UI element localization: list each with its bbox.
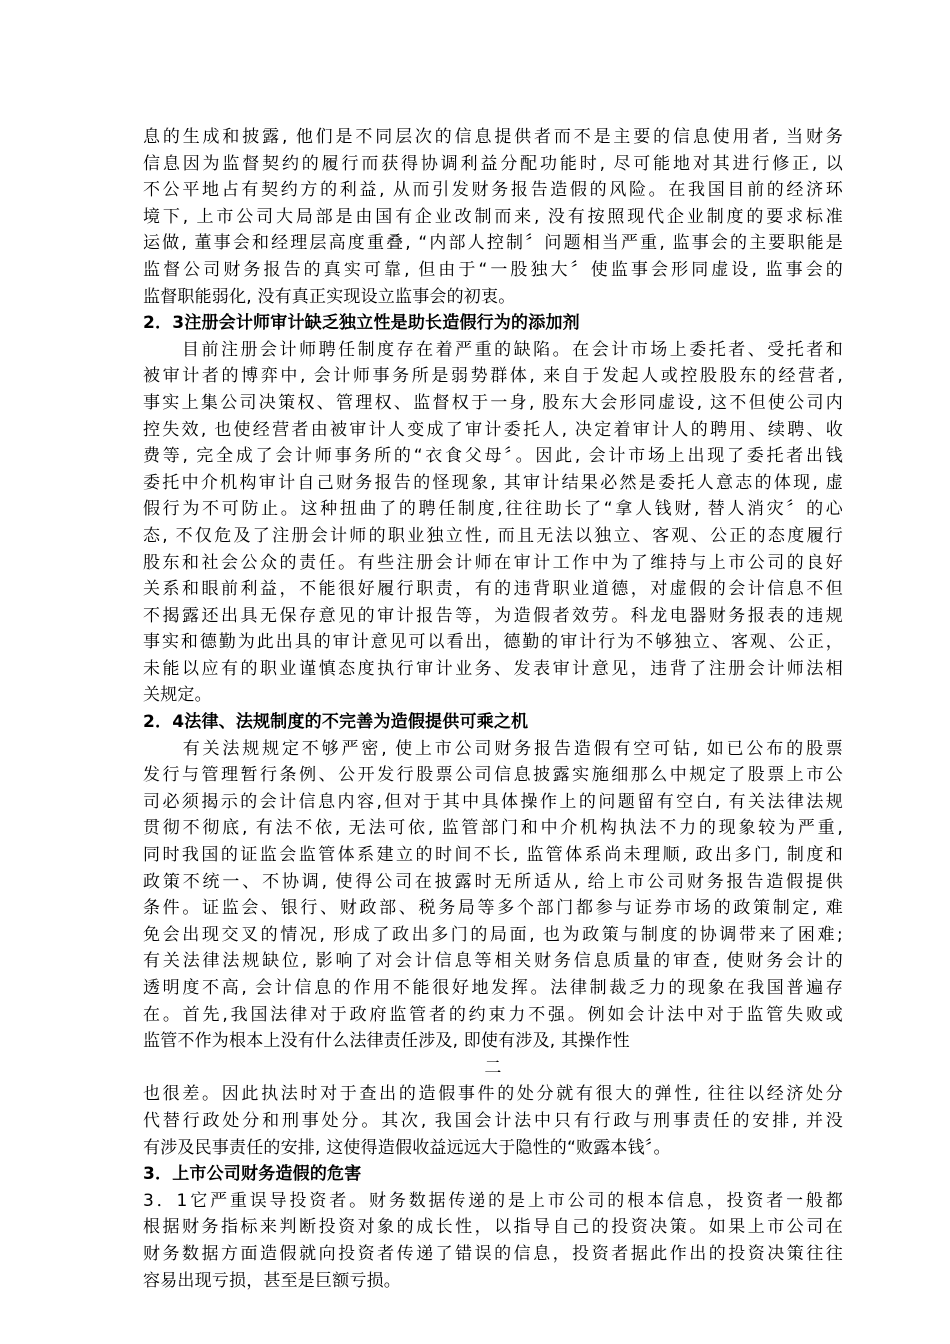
body-text-line: 司必须揭示的会计信息内容,但对于其中具体操作上的问题留有空白, 有关法律法规 xyxy=(143,791,843,812)
body-text-line: 关规定。 xyxy=(143,685,212,706)
body-text-line: 同时我国的证监会监管体系建立的时间不长, 监管体系尚未理顺, 政出多门, 制度和 xyxy=(143,845,843,866)
body-text-line: 事实上集公司决策权、管理权、监督权于一身, 股东大会形同虚设, 这不但使公司内 xyxy=(143,392,843,413)
body-text-line: 费等, 完全成了会计师事务所的“衣食父母〞。因此, 会计市场上出现了委托者出钱 xyxy=(143,446,843,467)
body-text-line: 财务数据方面造假就向投资者传递了错误的信息，投资者据此作出的投资决策往往 xyxy=(143,1243,843,1264)
document-page xyxy=(143,124,843,1294)
section-heading: 3．上市公司财务造假的危害 xyxy=(143,1164,362,1185)
body-text-line: 未能以应有的职业谨慎态度执行审计业务、发表审计意见，违背了注册会计师法相 xyxy=(143,658,843,679)
body-text-line: 有关法规规定不够严密, 使上市公司财务报告造假有空可钻, 如已公布的股票 xyxy=(143,738,843,759)
body-text-line: 控失效, 也使经营者由被审计人变成了审计委托人, 决定着审计人的聘用、续聘、收 xyxy=(143,419,843,440)
body-text-line: 境下, 上市公司大局部是由国有企业改制而来, 没有按照现代企业制度的要求标准 xyxy=(143,206,843,227)
body-text-line: 态, 不仅危及了注册会计师的职业独立性, 而且无法以独立、客观、公正的态度履行 xyxy=(143,525,843,546)
body-text-line: 代替行政处分和刑事处分。其次, 我国会计法中只有行政与刑事责任的安排, 并没 xyxy=(143,1110,843,1131)
body-text-line: 委托中介机构审计自己财务报告的怪现象, 其审计结果必然是委托人意志的体现, 虚 xyxy=(143,472,843,493)
body-text-line: 根据财务指标来判断投资对象的成长性，以指导自己的投资决策。如果上市公司在 xyxy=(143,1217,843,1238)
body-text-line: 被审计者的博弈中, 会计师事务所是弱势群体, 来自于发起人或控股股东的经营者, xyxy=(143,366,843,387)
body-text-line: 信息因为监督契约的履行而获得协调利益分配功能时, 尽可能地对其进行修正, 以 xyxy=(143,153,843,174)
body-text-line: 监督公司财务报告的真实可靠, 但由于“一股独大〞使监事会形同虚设, 监事会的 xyxy=(143,259,843,280)
body-text-line: 在。首先,我国法律对于政府监管者的约束力不强。例如会计法中对于监管失败或 xyxy=(143,1004,843,1025)
body-text-line: 免会出现交叉的情况, 形成了政出多门的局面, 也为政策与制度的协调带来了困难; xyxy=(143,924,843,945)
body-text-line: 息的生成和披露, 他们是不同层次的信息提供者而不是主要的信息使用者, 当财务 xyxy=(143,127,843,147)
body-text-line: 运做, 董事会和经理层高度重叠, “内部人控制〞问题相当严重, 监事会的主要职能是 xyxy=(143,233,843,254)
body-text-line: 假行为不可防止。这种扭曲了的聘任制度,往往助长了“拿人钱财, 替人消灾〞的心 xyxy=(143,499,843,520)
body-text-line: 贯彻不彻底, 有法不依, 无法可依, 监管部门和中介机构执法不力的现象较为严重, xyxy=(143,818,843,839)
page-number: 二 xyxy=(484,1057,502,1078)
body-text-line: 不揭露还出具无保存意见的审计报告等，为造假者效劳。科龙电器财务报表的违规 xyxy=(143,605,843,626)
body-text-line: 3．1它严重误导投资者。财务数据传递的是上市公司的根本信息，投资者一般都 xyxy=(143,1190,843,1211)
body-text-line: 政策不统一、不协调, 使得公司在披露时无所适从, 给上市公司财务报告造假提供 xyxy=(143,871,843,892)
body-text-line: 事实和德勤为此出具的审计意见可以看出，德勤的审计行为不够独立、客观、公正， xyxy=(143,632,843,653)
body-text-line: 监管不作为根本上没有什么法律责任涉及, 即使有涉及, 其操作性 xyxy=(143,1031,630,1052)
body-text-line: 股东和社会公众的责任。有些注册会计师在审计工作中为了维持与上市公司的良好 xyxy=(143,552,843,573)
body-text-line: 监督职能弱化, 没有真正实现设立监事会的初衷。 xyxy=(143,286,516,307)
body-text-line: 透明度不高, 会计信息的作用不能很好地发挥。法律制裁乏力的现象在我国普遍存 xyxy=(143,978,843,998)
body-text-line: 目前注册会计师聘任制度存在着严重的缺陷。在会计市场上委托者、受托者和 xyxy=(143,339,843,360)
body-text-line: 有关法律法规缺位, 影响了对会计信息等相关财务信息质量的审查, 使财务会计的 xyxy=(143,951,843,972)
body-text-line: 不公平地占有契约方的利益, 从而引发财务报告造假的风险。在我国目前的经济环 xyxy=(143,180,843,201)
body-text-line: 发行与管理暂行条例、公开发行股票公司信息披露实施细那么中规定了股票上市公 xyxy=(143,765,843,786)
body-text-line: 有涉及民事责任的安排, 这使得造假收益远远大于隐性的“败露本钱〞。 xyxy=(143,1137,671,1158)
body-text-line: 关系和眼前利益，不能很好履行职责，有的违背职业道德，对虚假的会计信息不但 xyxy=(143,579,843,600)
section-heading: 2．3注册会计师审计缺乏独立性是助长造假行为的添加剂 xyxy=(143,313,580,334)
body-text-line: 条件。证监会、银行、财政部、税务局等多个部门都参与证券市场的政策制定, 难 xyxy=(143,898,843,919)
section-heading: 2．4法律、法规制度的不完善为造假提供可乘之机 xyxy=(143,712,529,733)
body-text-line: 容易出现亏损，甚至是巨额亏损。 xyxy=(143,1270,401,1291)
body-text-line: 也很差。因此执法时对于查出的造假事件的处分就有很大的弹性, 往往以经济处分 xyxy=(143,1084,843,1105)
